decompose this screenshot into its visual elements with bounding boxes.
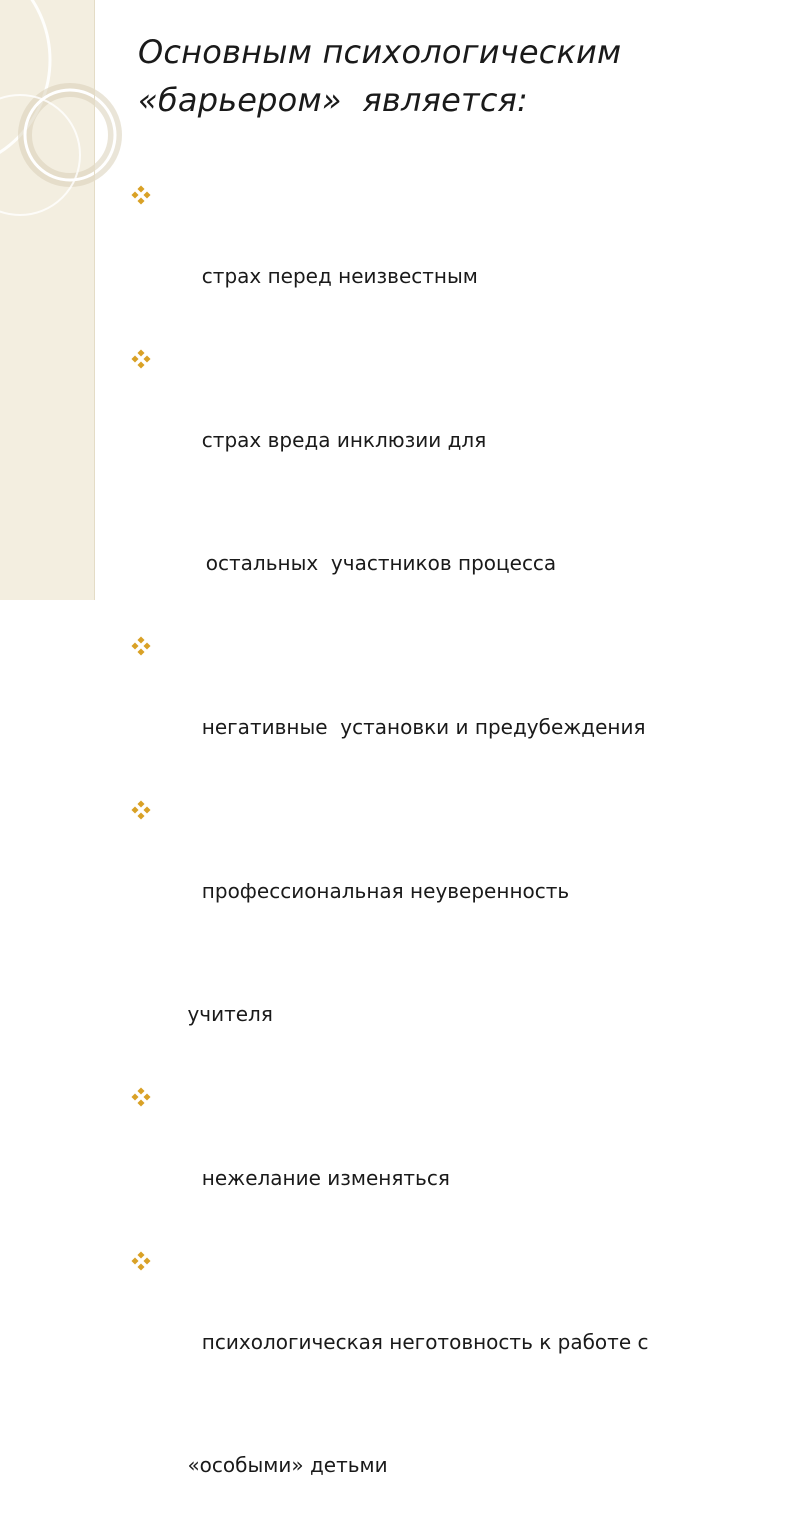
list-item (132, 1076, 782, 1240)
side-divider (94, 0, 95, 600)
diamond-quad-icon (132, 186, 150, 204)
list-item-text: психологическая неготовность к работе с (195, 1330, 649, 1354)
list-item-text: негативные установки и предубеждения (195, 715, 646, 739)
list-item-text: остальных участников процесса (199, 551, 557, 575)
diamond-quad-icon (132, 801, 150, 819)
list-item-text: страх вреда инклюзии для (195, 428, 487, 452)
list-item (132, 338, 782, 502)
list-item (132, 1240, 782, 1404)
list-item (132, 789, 782, 953)
list-item-continuation (132, 953, 782, 1076)
decorative-side-band (0, 0, 94, 600)
list-item (132, 174, 782, 338)
diamond-quad-icon (132, 1252, 150, 1270)
list-item-text: нежелание изменяться (195, 1166, 450, 1190)
list-item-text: учителя (187, 1002, 273, 1026)
list-item-continuation (132, 502, 782, 625)
diamond-quad-icon (132, 1088, 150, 1106)
slide-title (138, 28, 621, 124)
diamond-quad-icon (132, 637, 150, 655)
list-item-text: страх перед неизвестным (195, 264, 478, 288)
list-item-continuation (132, 1404, 782, 1527)
slide-title-line-1: Основным психологическим (138, 33, 622, 71)
list-item (132, 625, 782, 789)
decorative-circles-graphic (0, 0, 94, 600)
slide-title-line-2: «барьером» является: (138, 81, 529, 119)
diamond-quad-icon (132, 350, 150, 368)
barrier-list (132, 174, 782, 1527)
list-item-text: профессиональная неуверенность (195, 879, 570, 903)
list-item-text: «особыми» детьми (187, 1453, 388, 1477)
